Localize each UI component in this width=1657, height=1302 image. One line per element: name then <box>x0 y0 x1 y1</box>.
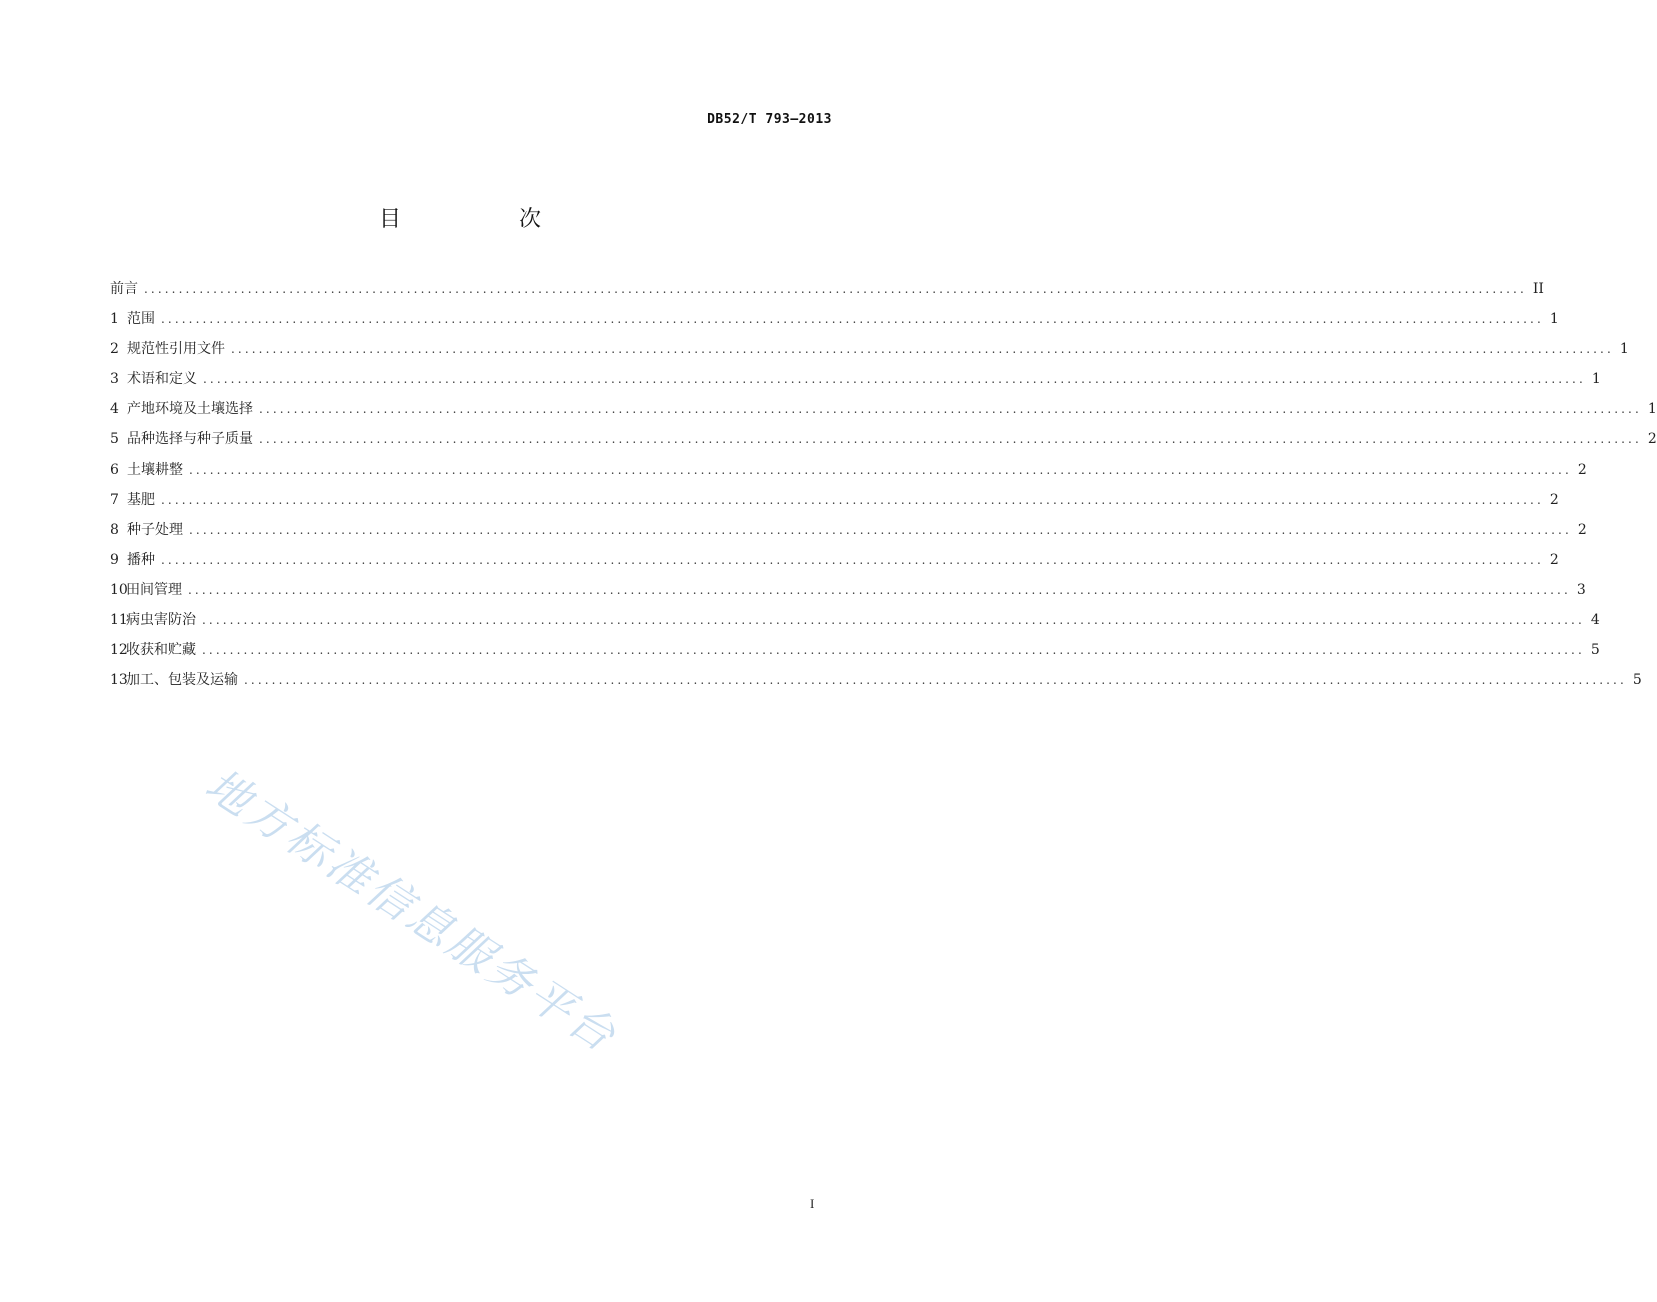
dot-leader: ........................................................................................................................................................................................................ <box>244 673 1627 688</box>
dot-leader: ........................................................................................................................................................................................................ <box>202 613 1585 628</box>
page-number: I <box>810 1196 815 1211</box>
dot-leader: ........................................................................................................................................................................................................ <box>161 492 1544 507</box>
toc-entry[interactable]: 6 土壤耕整 ........................................................................................................................................................................................................ 2 <box>110 458 824 488</box>
dot-leader: ........................................................................................................................................................................................................ <box>203 372 1586 387</box>
dot-leader: ........................................................................................................................................................................................................ <box>189 462 1572 477</box>
toc-entry-title: 加工、包装及运输 <box>126 672 238 689</box>
toc-entry[interactable]: 8 种子处理 ........................................................................................................................................................................................................ 2 <box>110 518 824 548</box>
toc-entry[interactable]: 10 田间管理 ........................................................................................................................................................................................................ 3 <box>110 578 824 608</box>
dot-leader: ........................................................................................................................................................................................................ <box>188 582 1571 597</box>
toc-entry[interactable]: 1 范围 ........................................................................................................................................................................................................ 1 <box>110 307 824 337</box>
toc-entry[interactable]: 2 规范性引用文件 ........................................................................................................................................................................................................ 1 <box>110 337 824 367</box>
toc-entry-title: 田间管理 <box>126 581 182 598</box>
dot-leader: ........................................................................................................................................................................................................ <box>259 402 1642 417</box>
toc-entry-page: II <box>1532 281 1544 297</box>
toc-entry[interactable]: 12 收获和贮藏 ........................................................................................................................................................................................................ 5 <box>110 638 824 668</box>
toc-entry-title: 产地环境及土壤选择 <box>127 401 253 418</box>
toc-entry[interactable]: 9 播种 ........................................................................................................................................................................................................ 2 <box>110 548 824 578</box>
dot-leader: ........................................................................................................................................................................................................ <box>231 342 1614 357</box>
toc-entry-page: 1 <box>1591 371 1601 388</box>
toc-entry-title: 病虫害防治 <box>126 612 196 629</box>
toc-entry-title: 品种选择与种子质量 <box>127 431 253 448</box>
dot-leader: ........................................................................................................................................................................................................ <box>161 552 1544 567</box>
toc-entry[interactable]: 11 病虫害防治 ........................................................................................................................................................................................................ 4 <box>110 608 824 638</box>
toc-entry[interactable]: 3 术语和定义 ........................................................................................................................................................................................................ 1 <box>110 367 824 397</box>
toc-entry-page: 1 <box>1647 401 1657 418</box>
toc-entry-page: 1 <box>1619 341 1629 358</box>
toc-entry-title: 播种 <box>127 551 155 568</box>
toc-entry-page: 3 <box>1576 581 1586 598</box>
toc-entry-page: 5 <box>1590 642 1600 659</box>
dot-leader: ........................................................................................................................................................................................................ <box>189 522 1572 537</box>
toc-entry[interactable]: 4 产地环境及土壤选择 ........................................................................................................................................................................................................ 1 <box>110 397 824 427</box>
watermark: 地方标准信息服务平台 <box>196 759 627 1064</box>
toc-entry-title: 前言 <box>110 281 138 297</box>
toc-entry[interactable]: 5 品种选择与种子质量 ........................................................................................................................................................................................................ 2 <box>110 427 824 457</box>
toc-entry-page: 2 <box>1549 551 1559 568</box>
toc-entry-page: 2 <box>1577 521 1587 538</box>
toc-entry-title: 土壤耕整 <box>127 461 183 478</box>
toc-entry-title: 规范性引用文件 <box>127 341 225 358</box>
toc-entry-title: 种子处理 <box>127 521 183 538</box>
toc-entry-title: 范围 <box>127 311 155 328</box>
toc-entry-title: 基肥 <box>127 491 155 508</box>
table-of-contents <box>110 277 1657 698</box>
toc-entry[interactable]: 13 加工、包装及运输 ........................................................................................................................................................................................................ 5 <box>110 668 824 698</box>
dot-leader: ........................................................................................................................................................................................................ <box>161 312 1544 327</box>
toc-title: 目 次 <box>378 207 589 232</box>
toc-entry-page: 5 <box>1632 672 1642 689</box>
toc-entry-title: 收获和贮藏 <box>126 642 196 659</box>
standard-code: DB52/T 793—2013 <box>707 112 832 127</box>
toc-entry-page: 4 <box>1590 612 1600 629</box>
dot-leader: ........................................................................................................................................................................................................ <box>259 432 1642 447</box>
toc-entry-page: 2 <box>1577 461 1587 478</box>
dot-leader: ........................................................................................................................................................................................................ <box>202 643 1585 658</box>
toc-entry[interactable] <box>110 277 1544 307</box>
toc-entry-title: 术语和定义 <box>127 371 197 388</box>
toc-entry-page: 1 <box>1549 311 1559 328</box>
dot-leader: ........................................................................................................................................................................................................ <box>144 282 1527 296</box>
toc-entry-page: 2 <box>1549 491 1559 508</box>
toc-entry-page: 2 <box>1647 431 1657 448</box>
toc-entry[interactable]: 7 基肥 ........................................................................................................................................................................................................ 2 <box>110 488 824 518</box>
